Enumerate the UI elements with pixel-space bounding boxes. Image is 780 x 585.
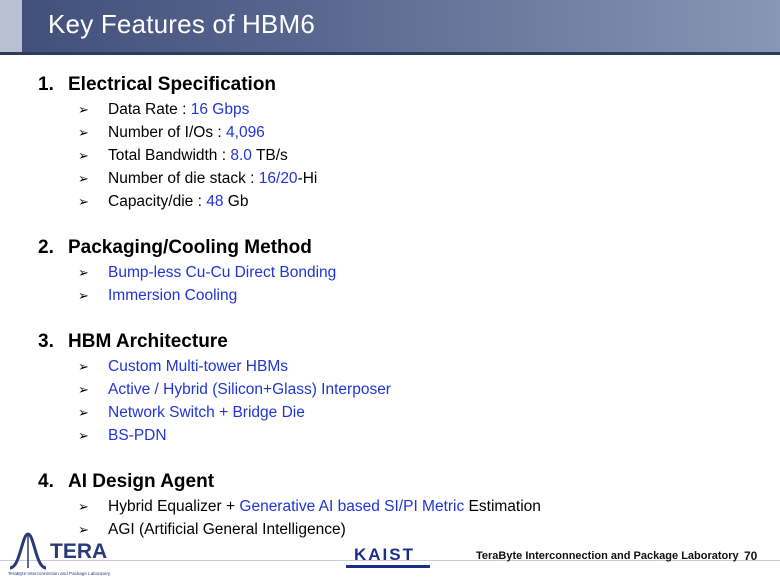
bullet-item [38,401,768,424]
bullet-text [108,170,317,187]
page-number: 70 [744,549,758,563]
section [38,469,768,541]
plain-text: Gb [223,193,249,210]
section [38,72,768,213]
title-accent [0,0,22,52]
highlight-text: Custom Multi-tower HBMs [108,358,288,375]
arrow-bullet-icon: ➢ [78,102,89,117]
plain-text: Number of I/Os : [108,124,227,141]
bullet-text [108,264,336,281]
plain-text: Estimation [464,498,541,515]
kaist-logo: KAIST [354,545,415,564]
plain-text: TB/s [251,147,288,164]
section-number: 4. [38,471,54,492]
arrow-bullet-icon: ➢ [78,522,89,537]
arrow-bullet-icon: ➢ [78,148,89,163]
bullet-text [108,358,288,375]
arrow-bullet-icon: ➢ [78,125,89,140]
plain-text: Total Bandwidth : [108,147,231,164]
highlight-text: Immersion Cooling [108,287,238,304]
bullet-text [108,404,305,421]
tera-logo [6,528,136,578]
plain-text: -Hi [297,170,318,187]
arrow-bullet-icon: ➢ [78,382,89,397]
section-number: 3. [38,331,54,352]
bullet-text [108,427,167,444]
bullet-item [38,518,768,541]
bullet-text [108,147,288,164]
bullet-text [108,521,346,538]
arrow-bullet-icon: ➢ [78,499,89,514]
kaist-logo-bar [346,565,430,568]
plain-text: AGI (Artificial General Intelligence) [108,521,346,538]
section-number: 2. [38,237,54,258]
highlight-text: Network Switch + Bridge Die [108,404,305,421]
bullet-text [108,124,265,141]
bullet-item [38,261,768,284]
tera-logo-subtext: TeraByte Interconnection and Package Laboratory [8,571,111,576]
arrow-bullet-icon: ➢ [78,171,89,186]
highlight-text: 16 Gbps [190,101,250,118]
title-underline [0,52,780,55]
slide-title: Key Features of HBM6 [48,9,315,39]
highlight-text: 48 [206,193,224,210]
bullet-item [38,98,768,121]
highlight-text: 8.0 [230,147,252,164]
plain-text: Hybrid Equalizer + [108,498,240,515]
section-title: AI Design Agent [68,471,215,492]
bullet-text [108,193,248,210]
section-heading [38,469,768,495]
bullet-text [108,101,249,118]
section-title: Electrical Specification [68,74,277,95]
bullet-item [38,355,768,378]
arrow-bullet-icon: ➢ [78,194,89,209]
section-heading [38,72,768,98]
tera-logo-text: TERA [50,540,108,563]
arrow-bullet-icon: ➢ [78,288,89,303]
section-title: HBM Architecture [68,331,228,352]
bullet-item [38,190,768,213]
bullet-item [38,167,768,190]
bullet-item [38,121,768,144]
section-title: Packaging/Cooling Method [68,237,312,258]
arrow-bullet-icon: ➢ [78,428,89,443]
plain-text: Data Rate : [108,101,191,118]
section [38,329,768,447]
highlight-text: 16/20 [258,170,298,187]
lab-name: TeraByte Interconnection and Package Laboratory [476,550,739,562]
plain-text: Capacity/die : [108,193,207,210]
section-heading [38,329,768,355]
bullet-text [108,287,237,304]
bullet-item [38,424,768,447]
bullet-item [38,144,768,167]
section-heading [38,235,768,261]
bullet-item [38,378,768,401]
bullet-text [108,498,541,515]
arrow-bullet-icon: ➢ [78,359,89,374]
highlight-text: BS-PDN [108,427,167,444]
highlight-text: 4,096 [226,124,265,141]
bullet-item [38,495,768,518]
slide-content [38,72,768,563]
highlight-text: Bump-less Cu-Cu Direct Bonding [108,264,337,281]
arrow-bullet-icon: ➢ [78,265,89,280]
bullet-text [108,381,391,398]
bullet-item [38,284,768,307]
plain-text: Number of die stack : [108,170,259,187]
arrow-bullet-icon: ➢ [78,405,89,420]
highlight-text: Active / Hybrid (Silicon+Glass) Interposer [108,381,391,398]
section-number: 1. [38,74,54,95]
highlight-text: Generative AI based SI/PI Metric [239,498,465,515]
section [38,235,768,307]
